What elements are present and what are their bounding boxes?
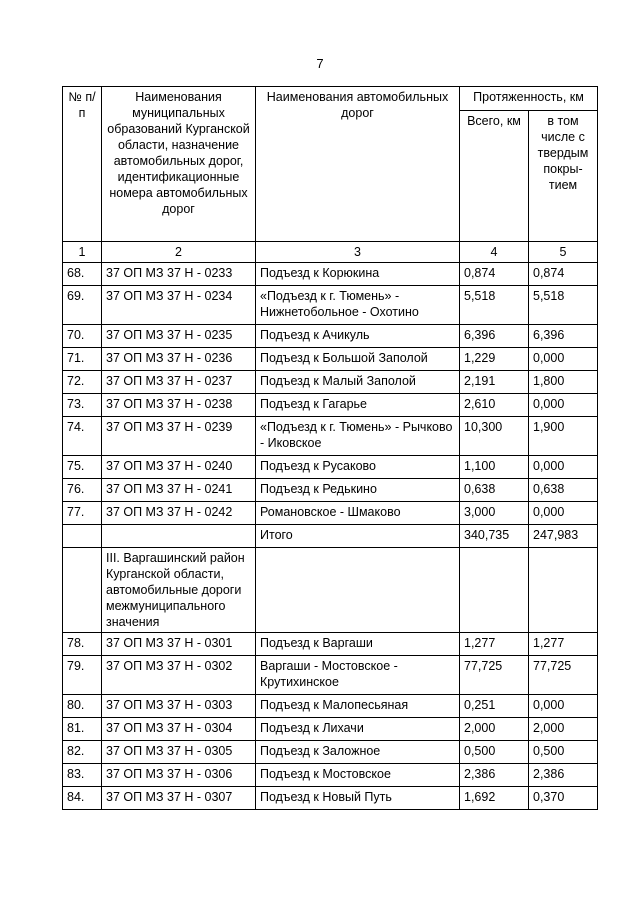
road-id: 37 ОП МЗ 37 Н - 0240 (102, 456, 256, 479)
length-paved: 2,386 (529, 764, 598, 787)
roads-table (62, 86, 598, 810)
length-total: 1,277 (460, 633, 529, 656)
length-paved: 77,725 (529, 656, 598, 695)
row-number: 80. (63, 695, 102, 718)
table-row (63, 456, 598, 479)
header-road-name: Наименования автомобильных дорог (256, 87, 460, 242)
road-id: 37 ОП МЗ 37 Н - 0238 (102, 394, 256, 417)
length-total: 2,191 (460, 371, 529, 394)
road-name: «Подъезд к г. Тюмень» - Рычково - Иковское (256, 417, 460, 456)
length-paved: 1,900 (529, 417, 598, 456)
road-id: 37 ОП МЗ 37 Н - 0301 (102, 633, 256, 656)
length-paved: 0,638 (529, 479, 598, 502)
row-number: 75. (63, 456, 102, 479)
length-paved: 2,000 (529, 718, 598, 741)
row-number: 69. (63, 286, 102, 325)
header-row (63, 87, 598, 111)
length-total: 0,500 (460, 741, 529, 764)
road-name: Подъезд к Корюкина (256, 263, 460, 286)
length-paved: 6,396 (529, 325, 598, 348)
header-total: Всего, км (460, 111, 529, 242)
total-paved: 247,983 (529, 525, 598, 548)
table-row (63, 502, 598, 525)
road-name: Подъезд к Малый Заполой (256, 371, 460, 394)
section-row (63, 548, 598, 633)
row-number: 76. (63, 479, 102, 502)
road-name: Варгаши - Мостовское - Крутихинское (256, 656, 460, 695)
row-number: 81. (63, 718, 102, 741)
length-total: 2,610 (460, 394, 529, 417)
length-paved: 0,000 (529, 456, 598, 479)
road-id: 37 ОП МЗ 37 Н - 0307 (102, 787, 256, 810)
road-name: Подъезд к Лихачи (256, 718, 460, 741)
road-name: Подъезд к Новый Путь (256, 787, 460, 810)
empty-cell (63, 548, 102, 633)
road-name: Подъезд к Русаково (256, 456, 460, 479)
road-id: 37 ОП МЗ 37 Н - 0235 (102, 325, 256, 348)
road-name: Подъезд к Гагарье (256, 394, 460, 417)
table-row (63, 479, 598, 502)
road-name: Подъезд к Заложное (256, 741, 460, 764)
total-length: 340,735 (460, 525, 529, 548)
page-number: 7 (316, 56, 324, 71)
row-number: 82. (63, 741, 102, 764)
road-id: 37 ОП МЗ 37 Н - 0237 (102, 371, 256, 394)
length-total: 77,725 (460, 656, 529, 695)
length-total: 1,692 (460, 787, 529, 810)
road-id: 37 ОП МЗ 37 Н - 0306 (102, 764, 256, 787)
row-number: 72. (63, 371, 102, 394)
length-total: 1,100 (460, 456, 529, 479)
table-row (63, 633, 598, 656)
length-total: 5,518 (460, 286, 529, 325)
table-row (63, 695, 598, 718)
empty-cell (102, 525, 256, 548)
length-total: 10,300 (460, 417, 529, 456)
table-row (63, 286, 598, 325)
road-id: 37 ОП МЗ 37 Н - 0236 (102, 348, 256, 371)
column-number: 4 (460, 242, 529, 263)
column-number-row (63, 242, 598, 263)
road-id: 37 ОП МЗ 37 Н - 0303 (102, 695, 256, 718)
road-id: 37 ОП МЗ 37 Н - 0242 (102, 502, 256, 525)
road-id: 37 ОП МЗ 37 Н - 0302 (102, 656, 256, 695)
road-name: Подъезд к Мостовское (256, 764, 460, 787)
length-total: 6,396 (460, 325, 529, 348)
table-row (63, 371, 598, 394)
road-id: 37 ОП МЗ 37 Н - 0241 (102, 479, 256, 502)
road-id: 37 ОП МЗ 37 Н - 0304 (102, 718, 256, 741)
row-number: 84. (63, 787, 102, 810)
header-length: Протяженность, км (460, 87, 598, 111)
road-id: 37 ОП МЗ 37 Н - 0234 (102, 286, 256, 325)
column-number: 3 (256, 242, 460, 263)
empty-cell (529, 548, 598, 633)
length-paved: 5,518 (529, 286, 598, 325)
length-paved: 1,800 (529, 371, 598, 394)
column-number: 2 (102, 242, 256, 263)
row-number: 70. (63, 325, 102, 348)
length-paved: 0,000 (529, 695, 598, 718)
table-row (63, 394, 598, 417)
road-id: 37 ОП МЗ 37 Н - 0305 (102, 741, 256, 764)
road-name: «Подъезд к г. Тюмень» - Нижнетобольное - Охотино (256, 286, 460, 325)
table-row (63, 348, 598, 371)
column-number: 1 (63, 242, 102, 263)
length-total: 2,000 (460, 718, 529, 741)
table-row (63, 656, 598, 695)
section-title: III. Варгашинский район Курганской области, автомобильные дороги межмуниципального значения (102, 548, 256, 633)
table-row (63, 325, 598, 348)
length-total: 0,638 (460, 479, 529, 502)
road-name: Подъезд к Малопесьяная (256, 695, 460, 718)
empty-cell (460, 548, 529, 633)
road-name: Подъезд к Ачикуль (256, 325, 460, 348)
empty-cell (256, 548, 460, 633)
road-name: Подъезд к Варгаши (256, 633, 460, 656)
row-number: 78. (63, 633, 102, 656)
table-row (63, 718, 598, 741)
table-row (63, 787, 598, 810)
length-paved: 0,000 (529, 394, 598, 417)
length-paved: 0,500 (529, 741, 598, 764)
row-number: 79. (63, 656, 102, 695)
length-total: 2,386 (460, 764, 529, 787)
table-row (63, 741, 598, 764)
road-id: 37 ОП МЗ 37 Н - 0233 (102, 263, 256, 286)
length-total: 1,229 (460, 348, 529, 371)
row-number: 77. (63, 502, 102, 525)
table-row (63, 764, 598, 787)
length-paved: 0,370 (529, 787, 598, 810)
table-row (63, 263, 598, 286)
length-paved: 1,277 (529, 633, 598, 656)
row-number: 68. (63, 263, 102, 286)
row-number: 74. (63, 417, 102, 456)
length-total: 0,874 (460, 263, 529, 286)
road-name: Подъезд к Большой Заполой (256, 348, 460, 371)
total-label: Итого (256, 525, 460, 548)
header-paved: в том числе с твердым покры- тием (529, 111, 598, 242)
road-id: 37 ОП МЗ 37 Н - 0239 (102, 417, 256, 456)
length-total: 3,000 (460, 502, 529, 525)
row-number: 71. (63, 348, 102, 371)
row-number: 83. (63, 764, 102, 787)
length-paved: 0,874 (529, 263, 598, 286)
row-number: 73. (63, 394, 102, 417)
total-row (63, 525, 598, 548)
empty-cell (63, 525, 102, 548)
table-row (63, 417, 598, 456)
header-municipality: Наименования муниципальных образований Курганской области, назначение автомобильных дорог, идентификационные номера автомобильных дорог (102, 87, 256, 242)
road-name: Романовское - Шмаково (256, 502, 460, 525)
length-paved: 0,000 (529, 502, 598, 525)
column-number: 5 (529, 242, 598, 263)
length-total: 0,251 (460, 695, 529, 718)
road-name: Подъезд к Редькино (256, 479, 460, 502)
length-paved: 0,000 (529, 348, 598, 371)
header-number: № п/п (63, 87, 102, 242)
